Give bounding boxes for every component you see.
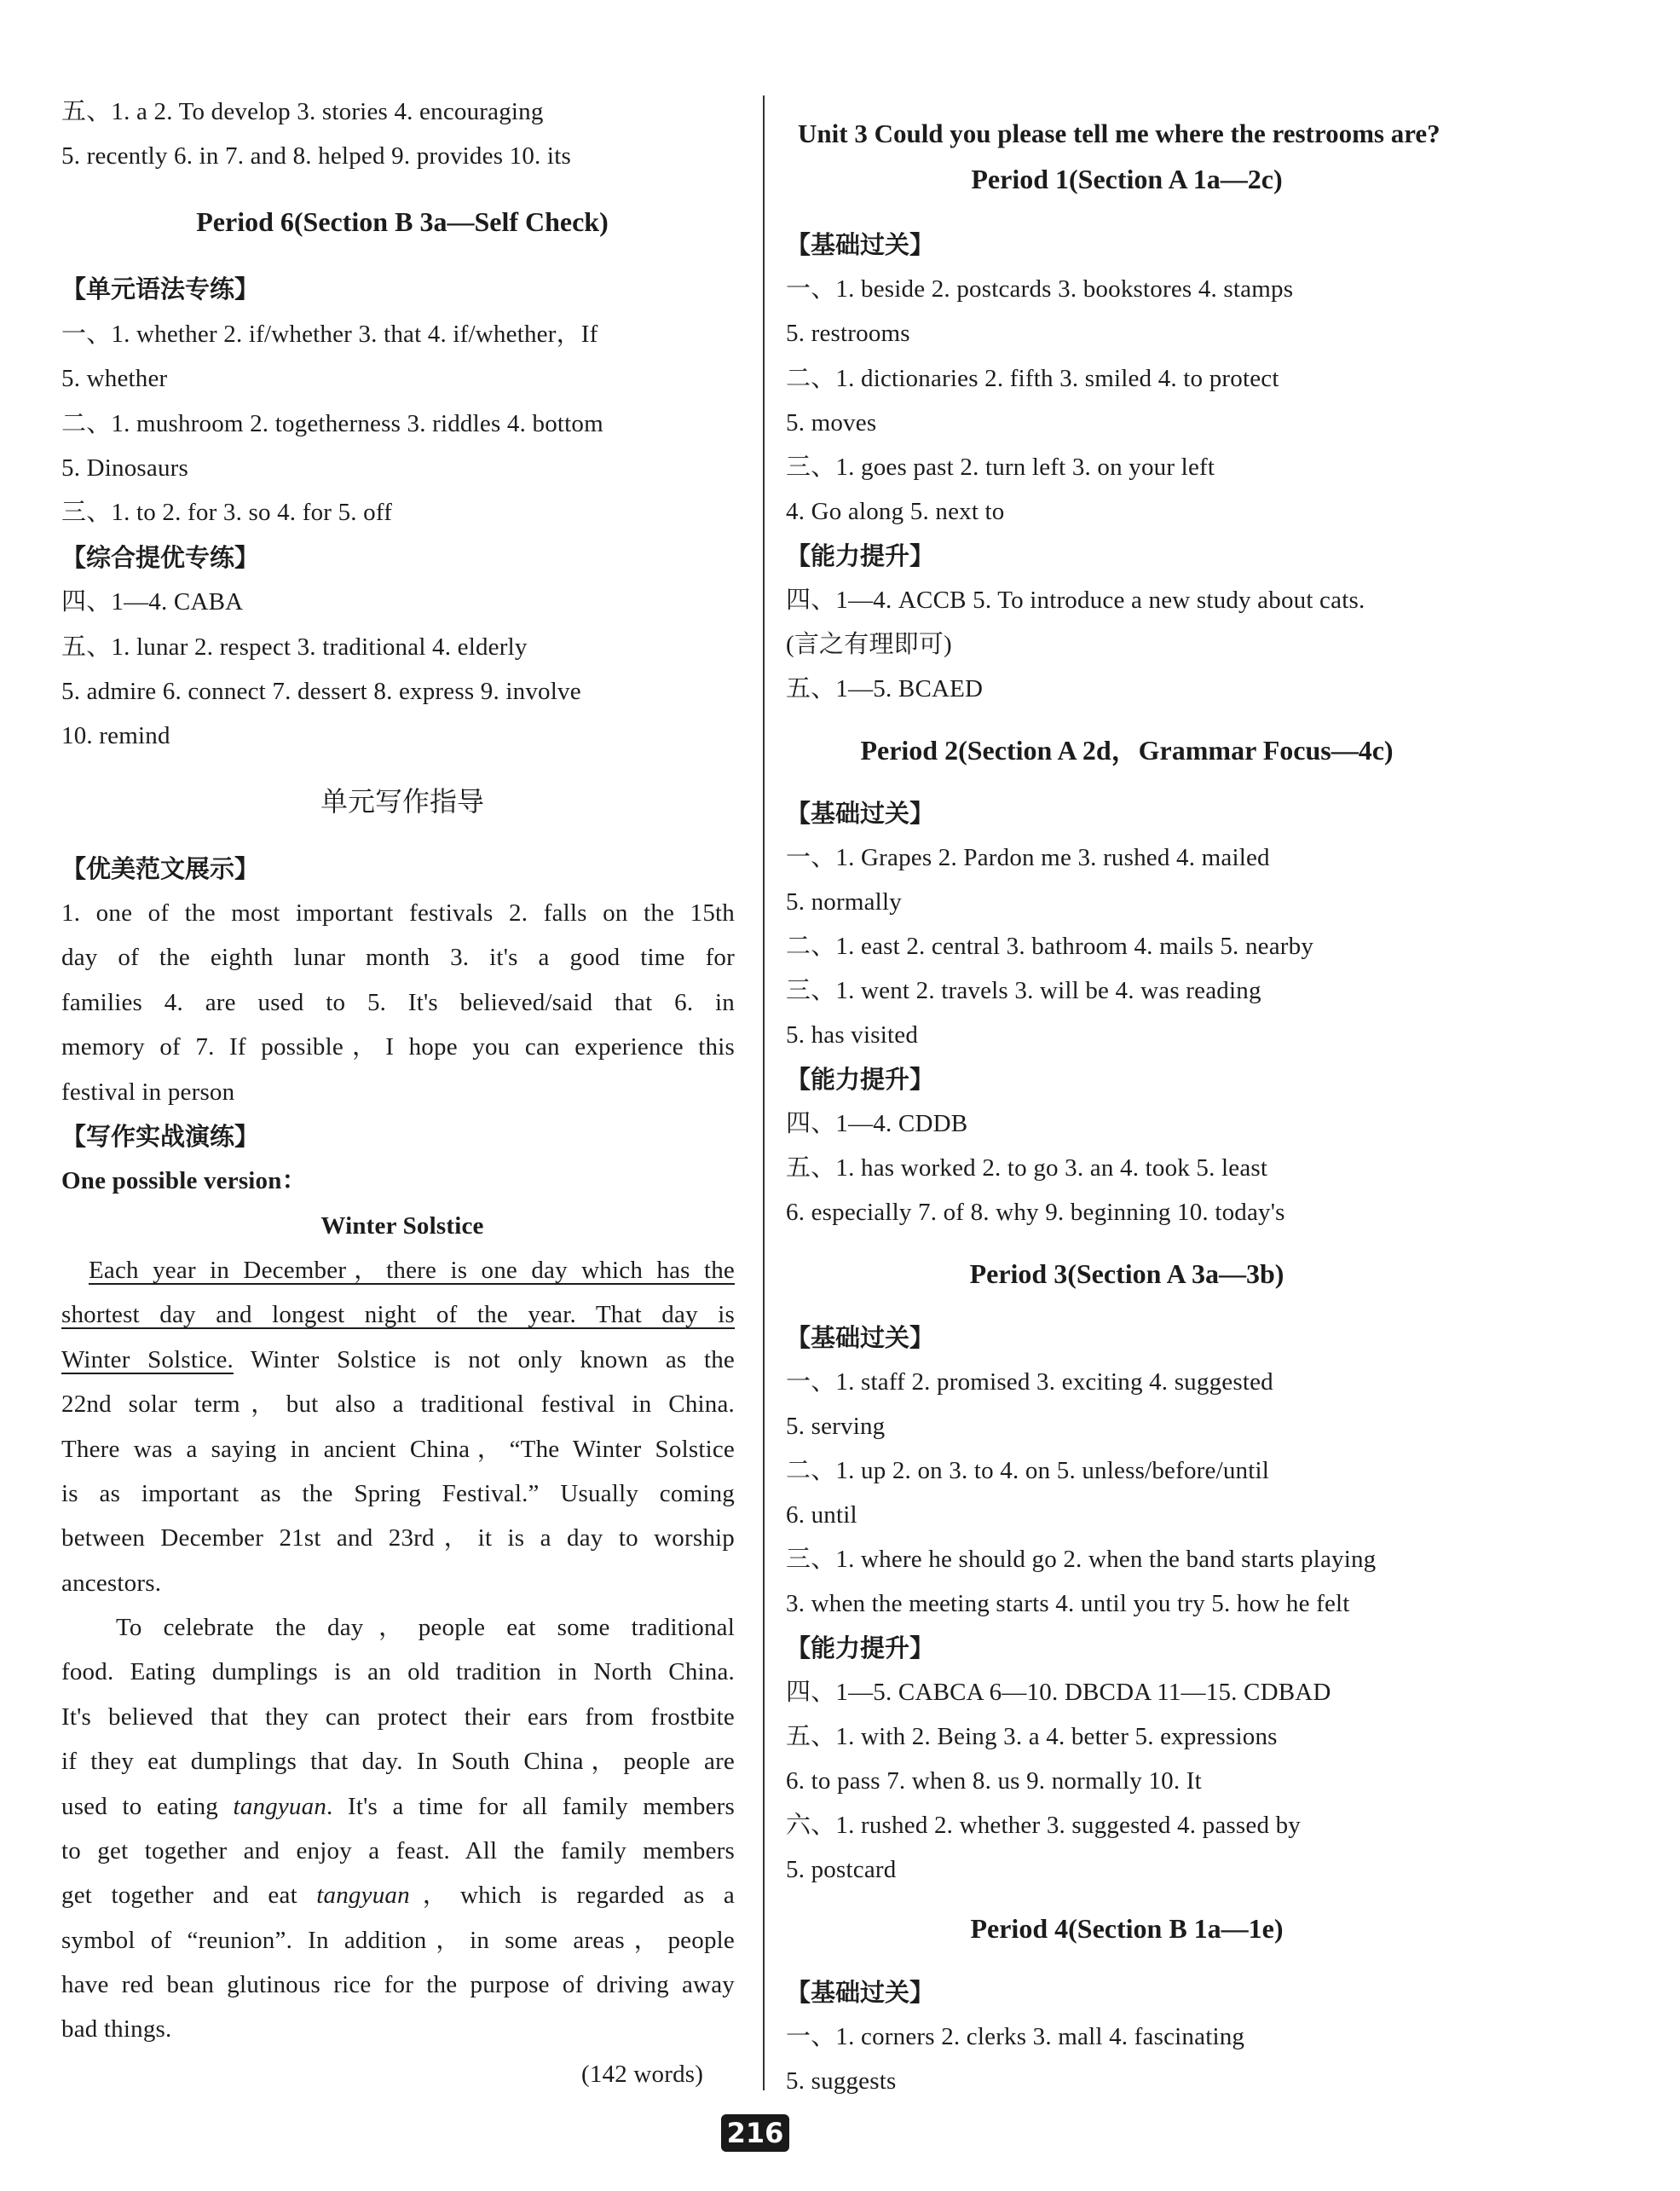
- answer-line: 三、1. went 2. travels 3. will be 4. was reading: [786, 977, 1261, 1004]
- essay-text: ，which is regarded as a: [409, 1882, 735, 1909]
- essay-line: have red bean glutinous rice for the purpose of driving away: [61, 1971, 735, 1998]
- answer-line: 6. to pass 7. when 8. us 9. normally 10. It: [786, 1767, 1202, 1795]
- section-heading: 【基础过关】: [786, 230, 935, 259]
- answer-line: 4. Go along 5. next to: [786, 498, 1005, 525]
- section-heading: 【基础过关】: [786, 799, 935, 828]
- essay-text: Winter Solstice is not only known as the: [233, 1346, 735, 1373]
- essay-line: symbol of “reunion”. In addition，in some areas，people: [61, 1927, 735, 1954]
- period-title: Period 3(Section A 3a—3b): [969, 1258, 1285, 1289]
- answer-line: 一、1. Grapes 2. Pardon me 3. rushed 4. mailed: [786, 844, 1270, 871]
- essay-text: . It's a time for all family members: [326, 1793, 735, 1820]
- answer-line: 五、1. with 2. Being 3. a 4. better 5. expressions: [786, 1723, 1278, 1750]
- answer-line: 5. postcard: [786, 1856, 897, 1883]
- essay-title: Winter Solstice: [320, 1212, 484, 1240]
- essay-line: There was a saying in ancient China，“The Winter Solstice: [61, 1436, 735, 1463]
- model-line: day of the eighth lunar month 3. it's a good time for: [61, 944, 735, 971]
- essay-line: ancestors.: [61, 1570, 162, 1597]
- answer-line: 三、1. to 2. for 3. so 4. for 5. off: [61, 499, 393, 526]
- answer-line: 二、1. dictionaries 2. fifth 3. smiled 4. to protect: [786, 365, 1279, 392]
- answer-line: 四、1—4. ACCB 5. To introduce a new study about cats.: [786, 587, 1365, 614]
- essay-line: [61, 1879, 735, 1911]
- answer-line: 一、1. whether 2. if/whether 3. that 4. if/whether，If: [61, 321, 598, 348]
- section-heading: 【能力提升】: [786, 541, 935, 570]
- answer-line: 5. moves: [786, 409, 877, 436]
- period-title: Period 2(Section A 2d，Grammar Focus—4c): [860, 735, 1394, 766]
- answer-line: 5. normally: [786, 888, 902, 916]
- essay-italic: tangyuan: [316, 1882, 410, 1909]
- answer-line: 三、1. where he should go 2. when the band starts playing: [786, 1546, 1377, 1573]
- answer-line: 六、1. rushed 2. whether 3. suggested 4. passed by: [786, 1812, 1302, 1839]
- answer-line: 四、1—4. CABA: [61, 588, 244, 616]
- answer-line: 二、1. east 2. central 3. bathroom 4. mails 5. nearby: [786, 933, 1314, 960]
- answer-line: 三、1. goes past 2. turn left 3. on your left: [786, 454, 1215, 481]
- period-title: Period 4(Section B 1a—1e): [970, 1913, 1284, 1944]
- essay-line: if they eat dumplings that day. In South China，people are: [61, 1748, 735, 1775]
- answer-line: 5. has visited: [786, 1021, 919, 1049]
- essay-line: is as important as the Spring Festival.” Usually coming: [61, 1480, 735, 1507]
- model-line: 1. one of the most important festivals 2. falls on the 15th: [61, 899, 735, 927]
- section-heading: 【能力提升】: [786, 1065, 935, 1094]
- answer-line: 5. recently 6. in 7. and 8. helped 9. provides 10. its: [61, 142, 571, 170]
- essay-line: It's believed that they can protect their ears from frostbite: [61, 1703, 735, 1731]
- answer-line: 五、1. a 2. To develop 3. stories 4. encouraging: [61, 98, 544, 125]
- answer-line: 5. Dinosaurs: [61, 454, 189, 482]
- column-divider: [763, 95, 765, 2090]
- essay-underlined: Winter Solstice.: [61, 1346, 234, 1373]
- one-possible-version: One possible version：: [61, 1167, 307, 1194]
- section-heading: 【单元语法专练】: [61, 275, 260, 304]
- answer-line: (言之有理即可): [786, 631, 952, 658]
- essay-italic: tangyuan: [233, 1793, 327, 1820]
- essay-text: used to eating: [61, 1793, 234, 1820]
- essay-line: 22nd solar term，but also a traditional festival in China.: [61, 1390, 735, 1418]
- answer-line: 5. whether: [61, 365, 168, 392]
- answer-line: 五、1. has worked 2. to go 3. an 4. took 5. least: [786, 1154, 1268, 1182]
- section-heading: 【优美范文展示】: [61, 854, 260, 883]
- essay-line: to get together and enjoy a feast. All the family members: [61, 1837, 735, 1864]
- essay-line: To celebrate the day，people eat some traditional: [116, 1614, 735, 1641]
- answer-line: 一、1. corners 2. clerks 3. mall 4. fascinating: [786, 2023, 1245, 2050]
- writing-guide-title: 单元写作指导: [320, 785, 484, 818]
- period-title: Period 6(Section B 3a—Self Check): [196, 206, 609, 237]
- essay-line: between December 21st and 23rd，it is a day to worship: [61, 1524, 735, 1552]
- answer-line: 四、1—5. CABCA 6—10. DBCDA 11—15. CDBAD: [786, 1679, 1331, 1706]
- answer-line: 3. when the meeting starts 4. until you try 5. how he felt: [786, 1590, 1350, 1617]
- model-line: families 4. are used to 5. It's believed/said that 6. in: [61, 989, 735, 1016]
- essay-line: food. Eating dumplings is an old tradition in North China.: [61, 1658, 735, 1685]
- period-title: Period 1(Section A 1a—2c): [971, 164, 1283, 194]
- answer-line: 四、1—4. CDDB: [786, 1110, 968, 1137]
- essay-line: shortest day and longest night of the year. That day is: [61, 1301, 735, 1328]
- model-line: festival in person: [61, 1078, 235, 1106]
- answer-line: 5. suggests: [786, 2067, 897, 2095]
- unit-title: Unit 3 Could you please tell me where the restrooms are?: [798, 119, 1440, 148]
- section-heading: 【基础过关】: [786, 1323, 935, 1352]
- page-number: 216: [721, 2114, 789, 2152]
- essay-line: [61, 1344, 735, 1376]
- answer-line: 5. restrooms: [786, 320, 910, 347]
- answer-line: 二、1. up 2. on 3. to 4. on 5. unless/before/until: [786, 1457, 1270, 1484]
- answer-line: 二、1. mushroom 2. togetherness 3. riddles 4. bottom: [61, 410, 603, 437]
- answer-line: 五、1—5. BCAED: [786, 675, 984, 702]
- answer-line: 10. remind: [61, 722, 170, 749]
- answer-line: 6. until: [786, 1501, 857, 1529]
- answer-line: 5. serving: [786, 1413, 886, 1440]
- section-heading: 【写作实战演练】: [61, 1122, 260, 1151]
- essay-text: get together and eat: [61, 1882, 317, 1909]
- answer-line: 6. especially 7. of 8. why 9. beginning 10. today's: [786, 1199, 1285, 1226]
- essay-line: [61, 1790, 735, 1823]
- model-line: memory of 7. If possible，I hope you can experience this: [61, 1033, 735, 1061]
- section-heading: 【基础过关】: [786, 1978, 935, 2007]
- essay-line: bad things.: [61, 2015, 172, 2043]
- answer-line: 一、1. staff 2. promised 3. exciting 4. suggested: [786, 1368, 1273, 1396]
- answer-line: 五、1. lunar 2. respect 3. traditional 4. elderly: [61, 633, 528, 661]
- section-heading: 【能力提升】: [786, 1633, 935, 1662]
- answer-line: 一、1. beside 2. postcards 3. bookstores 4. stamps: [786, 275, 1294, 303]
- answer-line: 5. admire 6. connect 7. dessert 8. express 9. involve: [61, 678, 581, 705]
- section-heading: 【综合提优专练】: [61, 543, 260, 572]
- essay-line: Each year in December，there is one day which has the: [89, 1257, 735, 1284]
- word-count: (142 words): [581, 2061, 704, 2088]
